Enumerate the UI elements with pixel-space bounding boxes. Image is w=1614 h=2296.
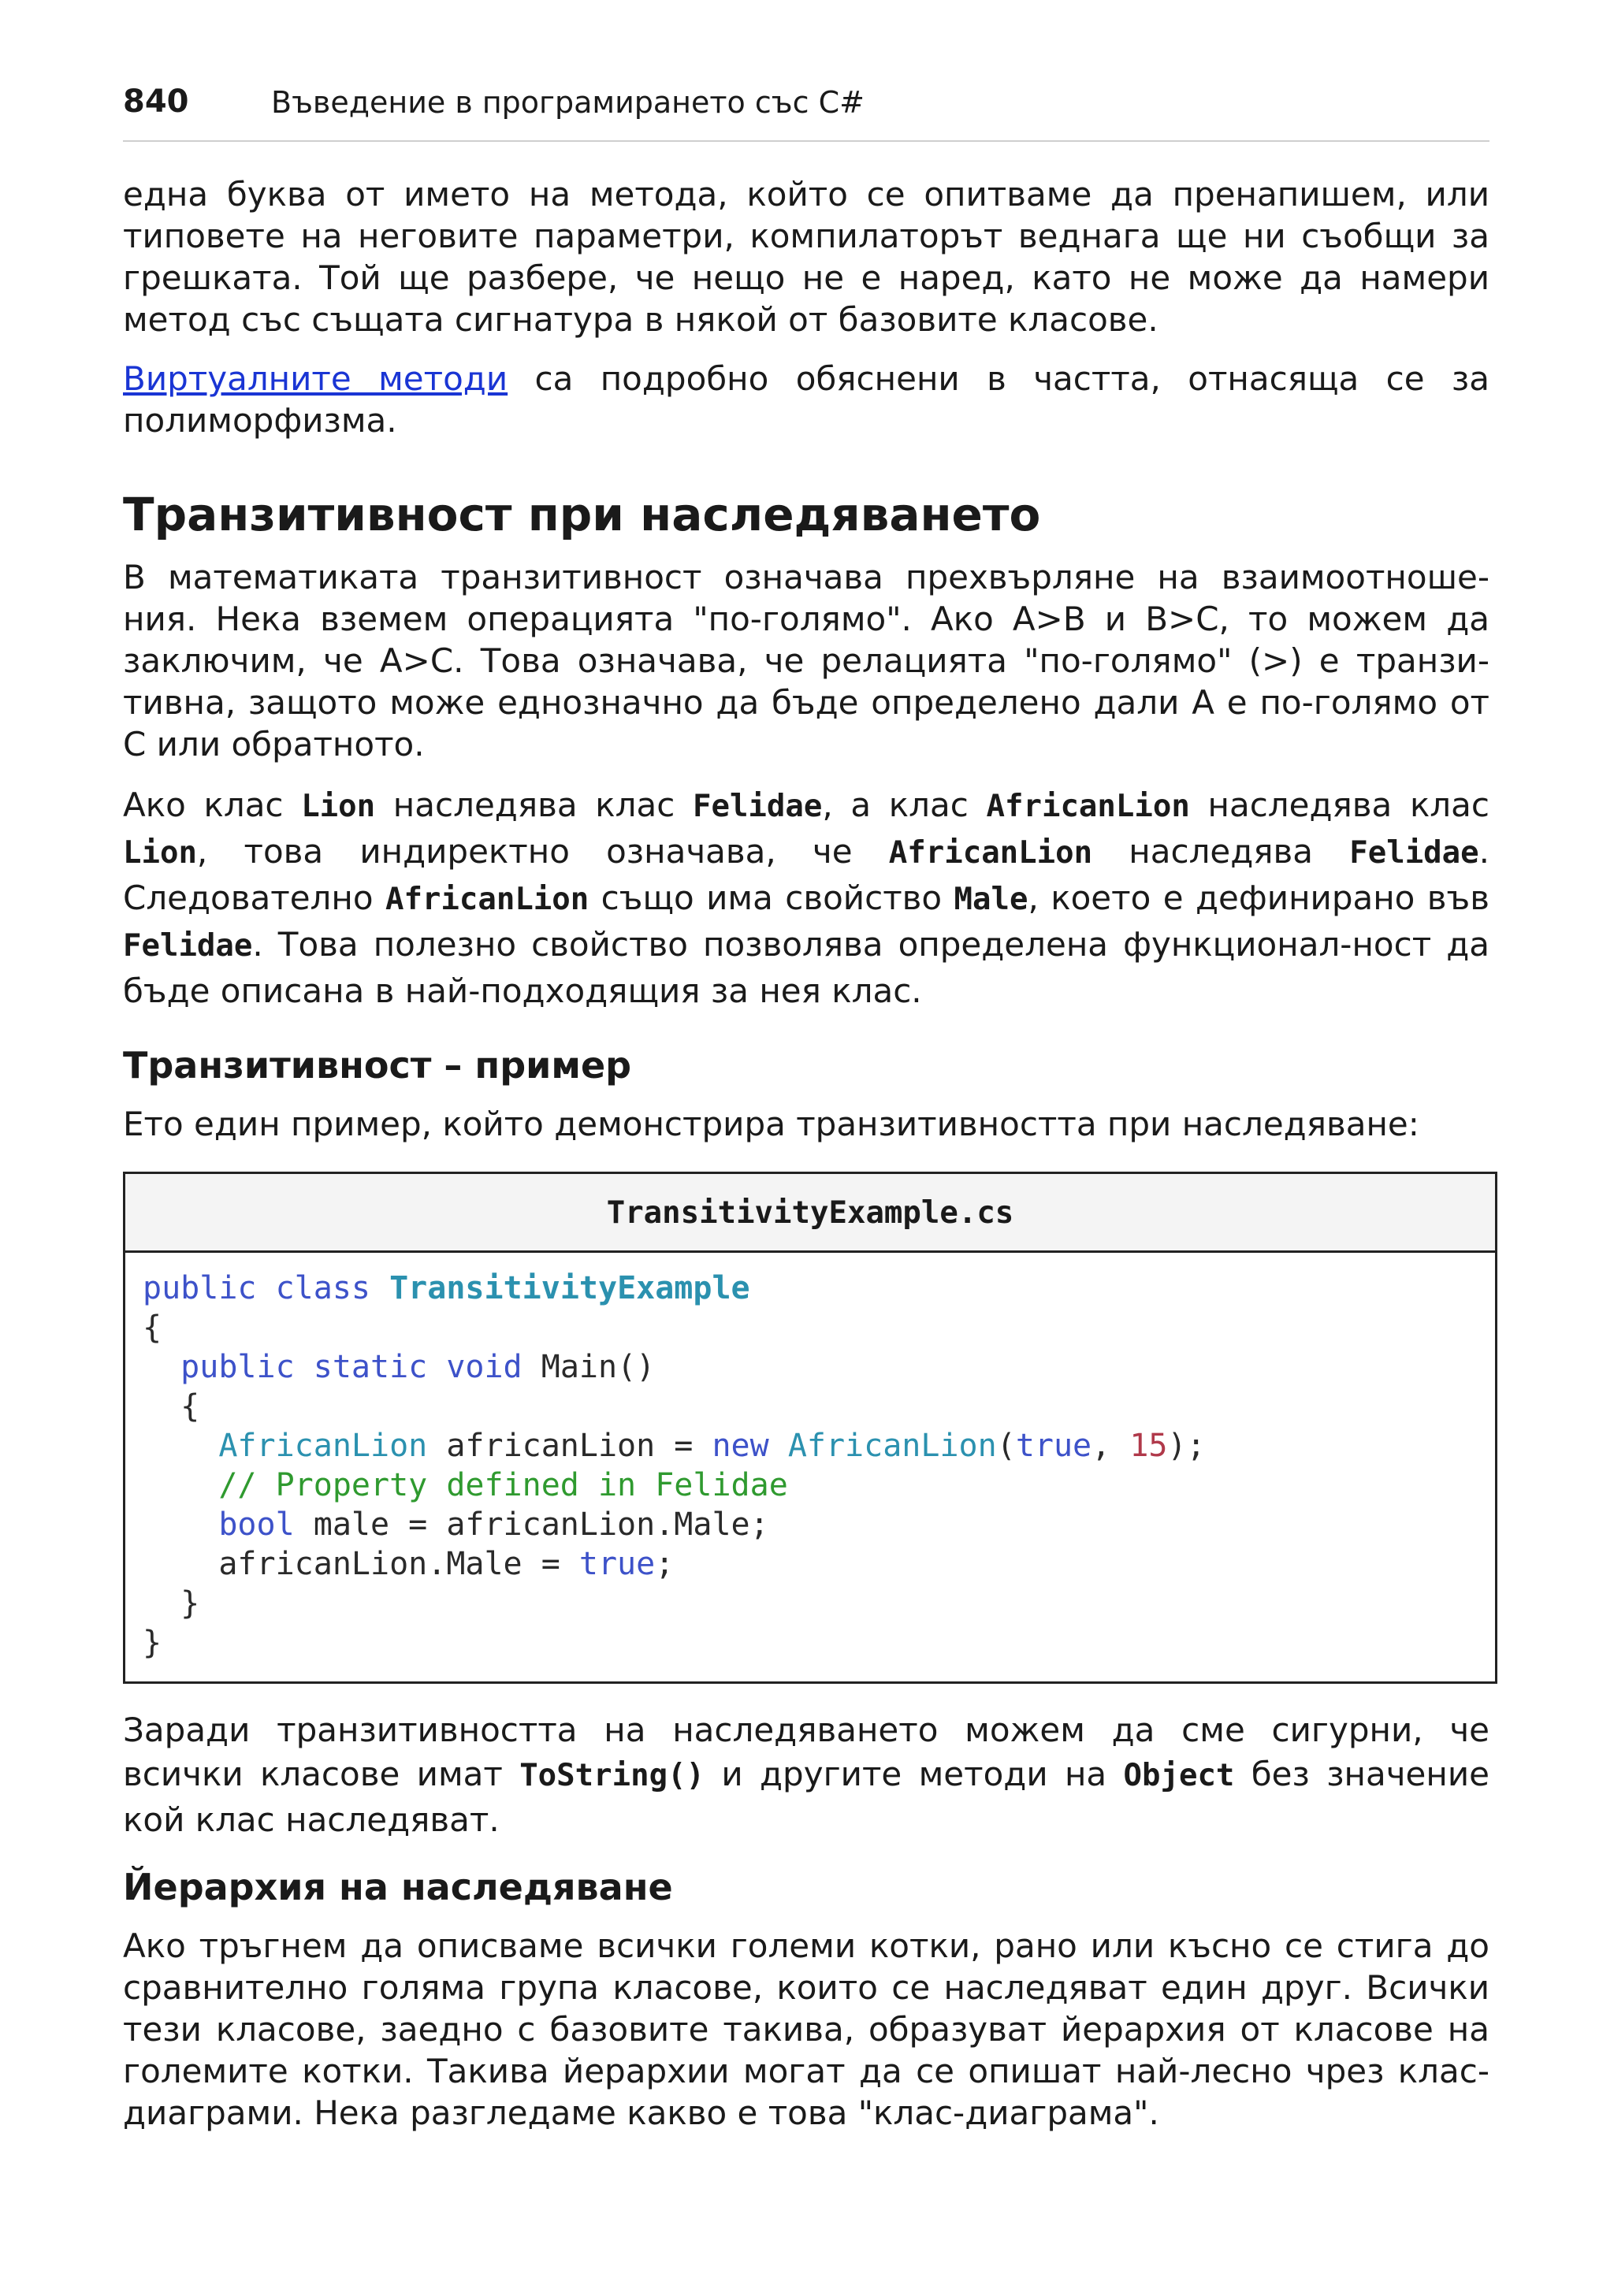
- code-type: AfricanLion: [218, 1428, 428, 1464]
- code-indent: [143, 1507, 218, 1543]
- code-keyword: true: [578, 1546, 656, 1582]
- code-tostring: ToString(): [519, 1758, 705, 1793]
- section-heading-hierarchy: Йерархия на наследяване: [123, 1866, 673, 1908]
- text-run: наследява: [1092, 832, 1350, 871]
- code-keyword: true: [1015, 1428, 1092, 1464]
- virtual-methods-paragraph: [123, 358, 1489, 441]
- code-male: Male: [954, 882, 1028, 917]
- code-type: TransitivityExample: [389, 1270, 750, 1306]
- text-run: , което е дефинирано във: [1028, 879, 1489, 917]
- code-text: male = africanLion.Male;: [294, 1507, 769, 1543]
- text-run: . Следователно: [123, 832, 1489, 917]
- code-type: AfricanLion: [787, 1428, 997, 1464]
- code-text: ;: [655, 1546, 675, 1582]
- code-felidae: Felidae: [1349, 835, 1479, 871]
- text-run: наследява клас: [1189, 786, 1489, 824]
- after-code-section: [123, 1708, 1489, 1842]
- example-intro: Ето един пример, който демонстрира транзитивността при наследяване:: [123, 1105, 1419, 1143]
- code-text: Main(): [541, 1349, 656, 1385]
- running-header: [123, 79, 1489, 142]
- intro-section: [123, 173, 1489, 441]
- text-run: . Това полезно свойство позволява определена функционал-ност да бъде описана в най-подходящия за нея клас.: [123, 925, 1489, 1010]
- code-text: africanLion =: [427, 1428, 712, 1464]
- page-number: 840: [123, 84, 189, 120]
- code-comment: // Property defined in Felidae: [143, 1467, 788, 1503]
- book-title: Въведение в програмирането със C#: [271, 85, 865, 120]
- text-run: също има свойство: [589, 879, 954, 917]
- inheritance-paragraph: [123, 782, 1489, 1013]
- text-run: , а клас: [822, 786, 987, 824]
- code-number: 15: [1129, 1428, 1168, 1464]
- code-felidae: Felidae: [692, 789, 823, 824]
- subsection-heading-example: Транзитивност – пример: [123, 1044, 632, 1087]
- code-line: {: [143, 1388, 200, 1425]
- virtual-methods-text: са подробно обяснени в частта, отнасяща се за полиморфизма.: [123, 359, 1490, 440]
- code-keyword: bool: [218, 1507, 295, 1543]
- code-line: [143, 1426, 1495, 1466]
- example-subsection: [123, 1042, 1489, 1145]
- code-keyword: public static void: [143, 1349, 541, 1385]
- code-text: ,: [1091, 1428, 1130, 1464]
- code-african-lion: AfricanLion: [385, 882, 589, 917]
- code-lion: Lion: [301, 789, 376, 824]
- code-keyword: new: [712, 1428, 769, 1464]
- code-african-lion: AfricanLion: [986, 789, 1190, 824]
- code-line: }: [143, 1625, 162, 1661]
- code-felidae: Felidae: [123, 928, 253, 964]
- code-line: [143, 1347, 1495, 1387]
- code-indent: [143, 1546, 218, 1582]
- code-filename: TransitivityExample.cs: [125, 1174, 1495, 1253]
- intro-paragraph: една буква от името на метода, който се опитваме да пренапишем, или типовете на неговите параметри, компилаторът веднага ще ни съобщи за грешката. Той ще разбере, че нещо не е наред, като не може да намери метод със същата сигнатура в някой от базовите класове.: [123, 175, 1489, 339]
- code-object: Object: [1123, 1758, 1235, 1793]
- code-body: [125, 1253, 1495, 1663]
- section-heading-transitivity: Транзитивност при наследяването: [123, 488, 1041, 541]
- text-run: Ако клас: [123, 786, 302, 824]
- hierarchy-section: [123, 1863, 1489, 2134]
- code-text: (: [996, 1428, 1016, 1464]
- text-run: без значение кой клас наследяват.: [123, 1755, 1489, 1839]
- virtual-methods-link[interactable]: Виртуалните методи: [123, 359, 508, 398]
- text-run: Заради транзитивността на наследяването можем да сме сигурни, че всички класове имат: [123, 1711, 1489, 1793]
- code-space: [769, 1428, 788, 1464]
- code-keyword: public class: [143, 1270, 390, 1306]
- code-african-lion: AfricanLion: [888, 835, 1093, 871]
- code-indent: [143, 1428, 218, 1464]
- code-lion: Lion: [123, 835, 197, 871]
- after-code-paragraph: [123, 1708, 1489, 1842]
- code-line: [143, 1505, 1495, 1544]
- code-text: );: [1167, 1428, 1206, 1464]
- code-line: }: [143, 1585, 200, 1622]
- text-run: наследява клас: [375, 786, 693, 824]
- hierarchy-paragraph: Ако тръгнем да описваме всички големи котки, рано или късно се стига до сравнително голяма група класове, които се наследяват един друг. Всички тези класове, заедно с базовите такива, образуват йерархия от класове на големите котки. Такива йерархии могат да се опишат най-лесно чрез клас-диаграми. Нека разгледаме какво е това "клас-диаграма".: [123, 1926, 1489, 2132]
- code-listing: [123, 1172, 1497, 1684]
- text-run: и другите методи на: [705, 1755, 1124, 1793]
- transitivity-section: [123, 487, 1489, 1013]
- code-line: [143, 1544, 1495, 1584]
- code-line: [143, 1269, 1495, 1308]
- code-line: {: [143, 1310, 162, 1346]
- code-text: africanLion.Male =: [218, 1546, 579, 1582]
- text-run: , това индиректно означава, че: [196, 832, 889, 871]
- math-paragraph: В математиката транзитивност означава прехвърляне на взаимоотноше-ния. Нека вземем операцията "по-голямо". Ако А>В и В>С, то можем да заключим, че А>С. Това означава, че релацията "по-голямо" (>) е транзи-тивна, защото може еднозначно да бъде определено дали А е по-голямо от С или обратното.: [123, 558, 1489, 763]
